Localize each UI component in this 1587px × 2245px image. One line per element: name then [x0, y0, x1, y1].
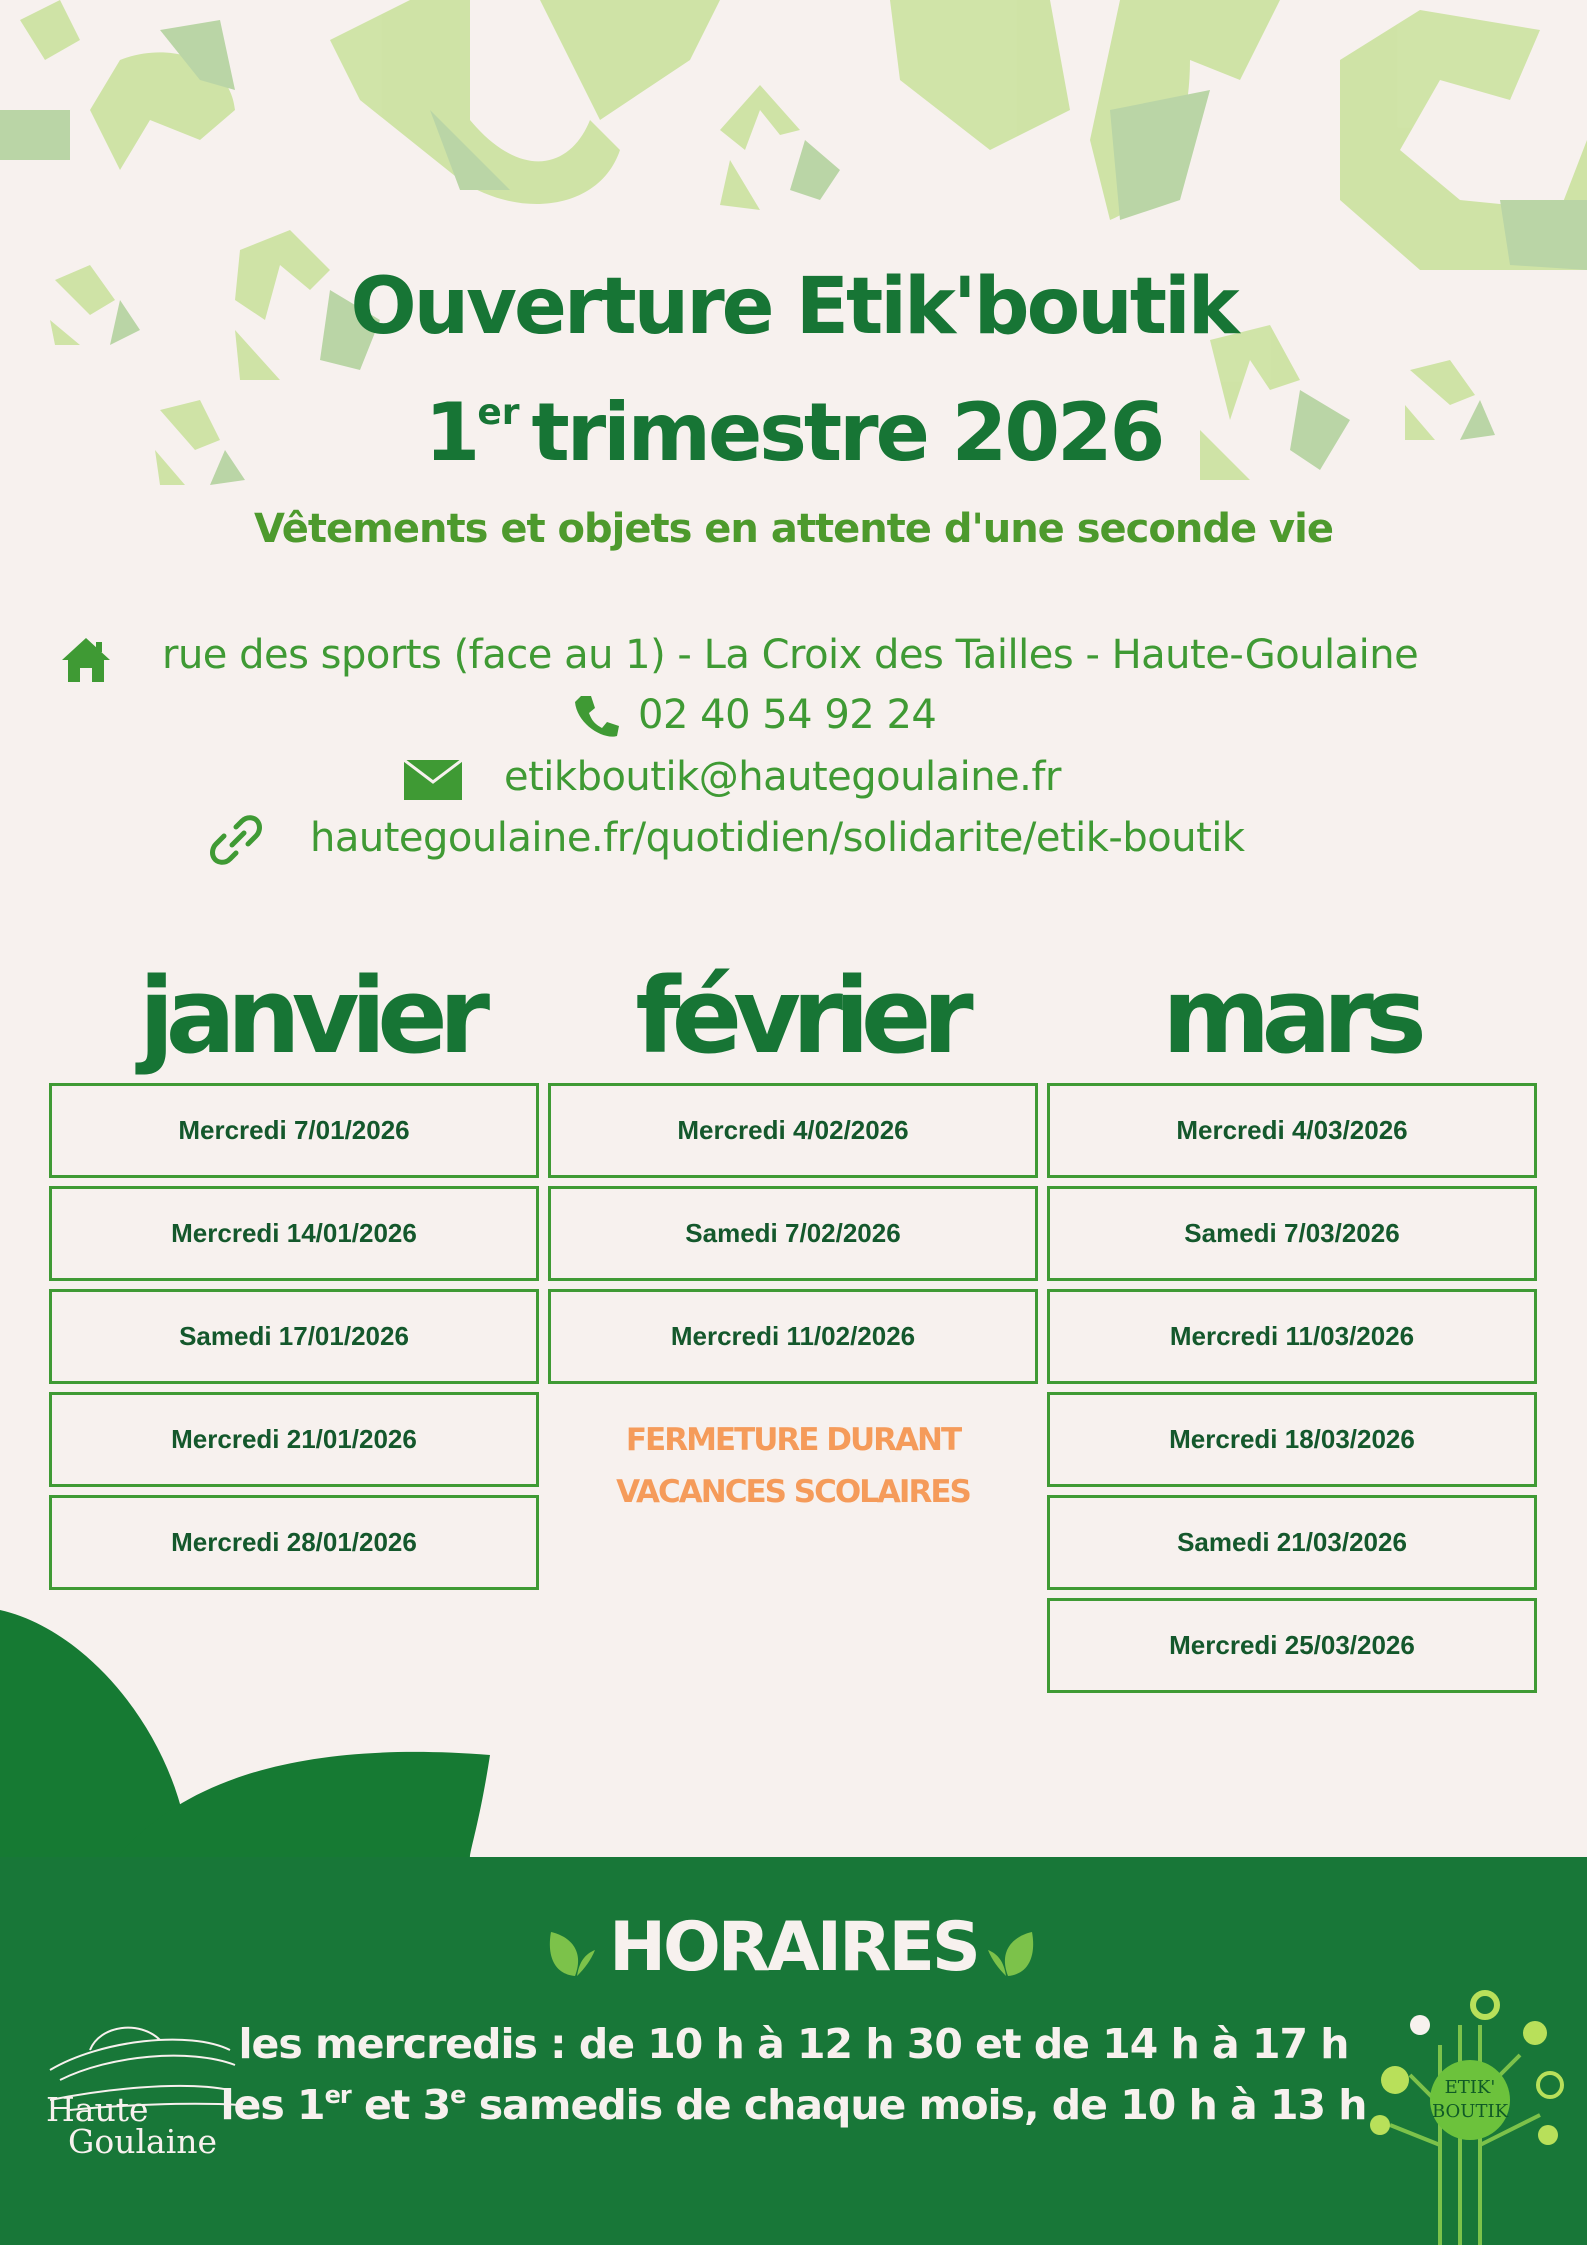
date-box: Samedi 17/01/2026 [49, 1289, 539, 1384]
date-box: Samedi 7/02/2026 [548, 1186, 1038, 1281]
date-box: Mercredi 28/01/2026 [49, 1495, 539, 1590]
date-box: Mercredi 11/02/2026 [548, 1289, 1038, 1384]
closure-line-2: VACANCES SCOLAIRES [616, 1474, 970, 1510]
hours-saturday-part1: les 1 [220, 2081, 325, 2129]
logo-text-haute: Haute [46, 2090, 149, 2129]
month-title-february: février [635, 955, 965, 1077]
hours-saturday-part2: et 3 [350, 2081, 451, 2129]
phone-icon [573, 694, 619, 740]
address-text: rue des sports (face au 1) - La Croix des Tailles - Haute-Goulaine [162, 632, 1419, 678]
february-dates [548, 1083, 1038, 1518]
logo-text-goulaine: Goulaine [68, 2122, 218, 2161]
envelope-icon [404, 760, 462, 800]
date-box: Mercredi 4/03/2026 [1047, 1083, 1537, 1178]
website-link[interactable]: hautegoulaine.fr/quotidien/solidarite/etik-boutik [310, 815, 1245, 861]
closure-line-1: FERMETURE DURANT [625, 1422, 961, 1458]
email-link[interactable]: etikboutik@hautegoulaine.fr [504, 754, 1061, 800]
logo-text-boutik: BOUTIK [1431, 2101, 1509, 2122]
month-title-january: janvier [138, 955, 482, 1077]
quarter-label: trimestre 2026 [531, 386, 1163, 479]
horaires-title: HORAIRES [609, 1908, 978, 1987]
month-title-march: mars [1162, 955, 1418, 1077]
hours-saturday-sup1: er [324, 2081, 351, 2109]
home-icon [60, 636, 112, 684]
logo-text-etik: ETIK' [1444, 2077, 1496, 2098]
tagline: Vêtements et objets en attente d'une seconde vie [254, 506, 1333, 552]
hours-saturday-sup2: e [450, 2081, 466, 2109]
etik-boutik-logo [1350, 1985, 1570, 2245]
date-box: Mercredi 21/01/2026 [49, 1392, 539, 1487]
date-box: Samedi 21/03/2026 [1047, 1495, 1537, 1590]
hours-saturday-part3: samedis de chaque mois, de 10 h à 13 h [465, 2081, 1367, 2129]
date-box: Mercredi 25/03/2026 [1047, 1598, 1537, 1693]
leaf-icon [986, 1928, 1038, 1978]
quarter-number: 1 [424, 386, 478, 479]
page-subtitle-quarter [0, 386, 1587, 479]
march-dates [1047, 1083, 1537, 1701]
quarter-suffix: er [477, 392, 520, 433]
date-box: Mercredi 11/03/2026 [1047, 1289, 1537, 1384]
page-title: Ouverture Etik'boutik [350, 262, 1237, 352]
january-dates [49, 1083, 539, 1598]
date-box: Mercredi 4/02/2026 [548, 1083, 1038, 1178]
closure-notice [548, 1414, 1038, 1518]
date-box: Mercredi 14/01/2026 [49, 1186, 539, 1281]
link-icon [210, 815, 262, 865]
hours-wednesday: les mercredis : de 10 h à 12 h 30 et de 14 h à 17 h [238, 2020, 1349, 2068]
phone-text[interactable]: 02 40 54 92 24 [638, 692, 937, 738]
date-box: Samedi 7/03/2026 [1047, 1186, 1537, 1281]
date-box: Mercredi 7/01/2026 [49, 1083, 539, 1178]
date-box: Mercredi 18/03/2026 [1047, 1392, 1537, 1487]
